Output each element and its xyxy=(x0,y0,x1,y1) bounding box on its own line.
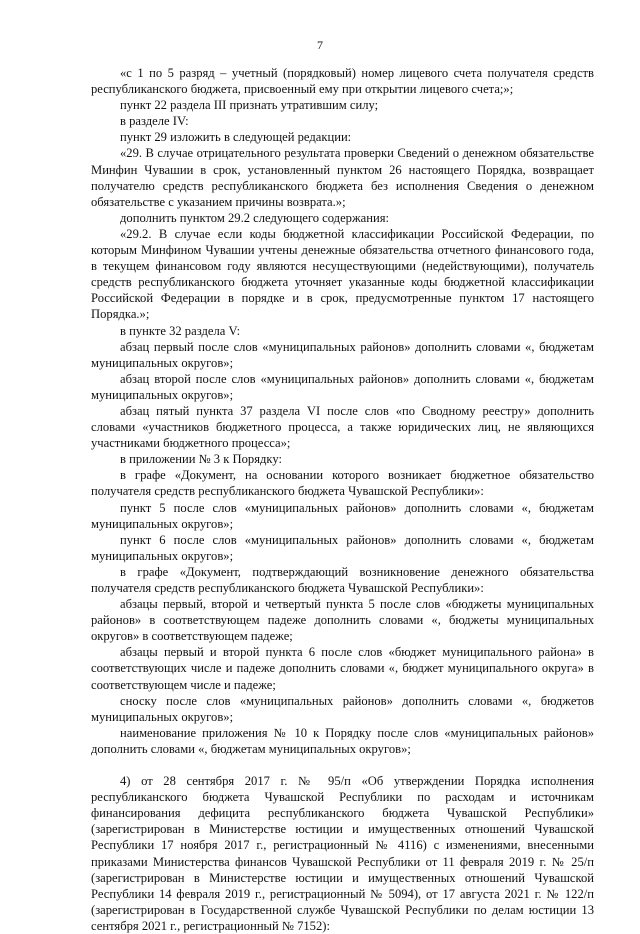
paragraph: дополнить пунктом 29.2 следующего содержания: xyxy=(120,210,390,225)
paragraph: абзац первый после слов «муниципальных районов» дополнить словами «, бюджетам муниципальных округов»; xyxy=(91,339,594,370)
paragraph: в графе «Документ, на основании которого возникает бюджетное обязательство получателя средств республиканского бюджета Чувашской Республики»: xyxy=(91,468,594,499)
paragraph: пункт 22 раздела III признать утратившим силу; xyxy=(120,98,379,113)
paragraph: «29. В случае отрицательного результата проверки Сведений о денежном обязательстве Минфин Чувашии в срок, установленный пунктом 26 настоящего Порядка, возвращает получателю средств республиканского бюджета без исполнения Сведения о денежном обязательстве с указанием причины возврата.»; xyxy=(91,146,594,209)
paragraph: в разделе IV: xyxy=(120,114,189,129)
paragraph: абзац пятый пункта 37 раздела VI после слов «по Сводному реестру» дополнить словами «участников бюджетного процесса, а также юридических лиц, не являющихся участниками бюджетного процесса»; xyxy=(91,403,594,451)
paragraph: пункт 6 после слов «муниципальных районов» дополнить словами «, бюджетам муниципальных округов»; xyxy=(91,532,594,563)
paragraph: абзацы первый и второй пункта 6 после слов «бюджет муниципального района» в соответствующих числе и падеже дополнить словами «, бюджет муниципального округа» в соответствующем числе и падеже; xyxy=(91,645,594,692)
paragraph: 4) от 28 сентября 2017 г. № 95/п «Об утверждении Порядка исполнения республиканского бюджета Чувашской Республики по расходам и источникам финансирования дефицита республиканского бюджета Чувашской Республики» (зарегистрирован в Министерстве юстиции и имущественных отношений Чувашской Республики 17 ноября 2017 г., регистрационный № 4116) с изменениями, внесенными приказами Министерства финансов Чувашской Республики от 11 февраля 2019 г. № 25/п (зарегистрирован в Министерстве юстиции и имущественных отношений Чувашской Республики 14 февраля 2019 г., регистрационный № 5094), от 17 августа 2021 г. № 122/п (зарегистрирован в Государственной службе Чувашской Республики по делам юстиции 13 сентября 2021 г., регистрационный № 7152): xyxy=(91,774,594,933)
paragraph: в приложении № 3 к Порядку: xyxy=(120,452,282,467)
paragraph: сноску после слов «муниципальных районов» дополнить словами «, бюджетов муниципальных округов»; xyxy=(91,693,594,724)
paragraph: в графе «Документ, подтверждающий возникновение денежного обязательства получателя средств республиканского бюджета Чувашской Республики»: xyxy=(91,564,594,595)
paragraph: пункт 29 изложить в следующей редакции: xyxy=(120,130,352,145)
paragraph-spacer xyxy=(91,757,594,773)
page-number: 7 xyxy=(317,38,323,52)
paragraph: в пункте 32 раздела V: xyxy=(120,323,241,338)
paragraph: «29.2. В случае если коды бюджетной классификации Российской Федерации, по которым Минфином Чувашии учтены денежные обязательства отчетного финансового года, в текущем финансовом году являются несуществующими (недействующими), получатель средств республиканского бюджета уточняет указанные коды бюджетной классификации Российской Федерации в порядке и в срок, предусмотренные пунктом 17 настоящего Порядка.»; xyxy=(91,226,594,322)
paragraph: наименование приложения № 10 к Порядку после слов «муниципальных районов» дополнить словами «, бюджетам муниципальных округов»; xyxy=(91,725,594,756)
paragraph: пункт 5 после слов «муниципальных районов» дополнить словами «, бюджетам муниципальных округов»; xyxy=(91,500,594,531)
document-body xyxy=(91,65,594,934)
paragraph: «с 1 по 5 разряд – учетный (порядковый) номер лицевого счета получателя средств республиканского бюджета, присвоенный ему при открытии лицевого счета;»; xyxy=(91,66,594,97)
paragraph: абзац второй после слов «муниципальных районов» дополнить словами «, бюджетам муниципальных округов»; xyxy=(91,371,594,402)
paragraph: абзацы первый, второй и четвертый пункта 5 после слов «бюджеты муниципальных районов» в соответствующем падеже дополнить словами «, бюджеты муниципальных округов» в соответствующем падеже; xyxy=(91,597,594,644)
